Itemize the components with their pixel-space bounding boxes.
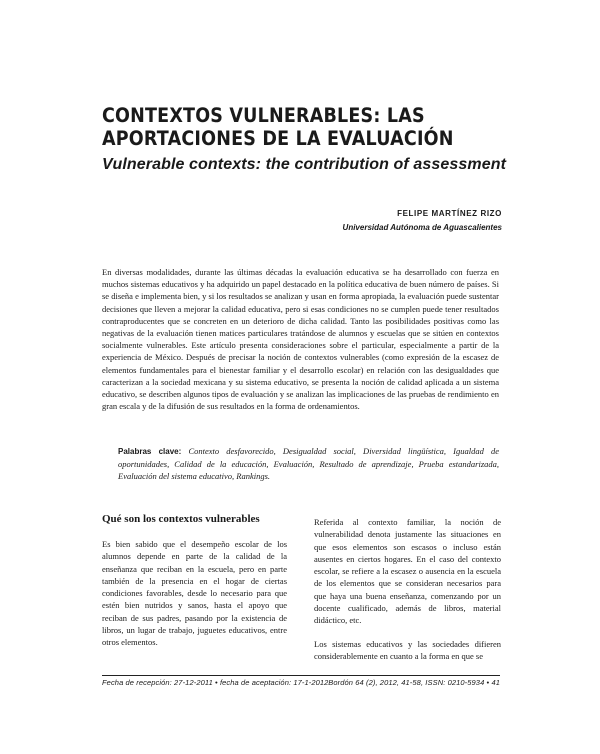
body-paragraph: Es bien sabido que el desempeño escolar de los alumnos depende en parte de la calidad de la enseñanza que reciban en la escuela, pero en parte también de la presencia en el hogar de ciertas condiciones favorables, desde lo necesario para que estén bien nutridos y sanos, hasta el apoyo que reciban de sus padres, pasando por la existencia de libros, un lugar de trabajo, juguetes educativos, entre otros elementos. <box>102 539 287 648</box>
keywords-list: Contexto desfavorecido, Desigualdad social, Diversidad lingüística, Igualdad de oportunidades, Calidad de la educación, Evaluación, Resultado de aprendizaje, Prueba estandarizada, Evaluación del sistema educativo, Rankings. <box>118 446 499 482</box>
article-title: CONTEXTOS VULNERABLES: LAS APORTACIONES DE LA EVALUACIÓN <box>102 104 454 150</box>
keywords <box>118 445 499 483</box>
right-column <box>314 516 501 673</box>
body-paragraph: Los sistemas educativos y las sociedades difieren considerablemente en cuanto a la forma en que se <box>314 638 501 661</box>
section-heading: Qué son los contextos vulnerables <box>102 513 260 525</box>
article-subtitle: Vulnerable contexts: the contribution of assessment <box>102 156 506 173</box>
abstract: En diversas modalidades, durante las últimas décadas la evaluación educativa se ha desarrollado con fuerza en muchos sistemas educativos y ha adquirido un papel destacado en la política educativa de buen número de países. Si se diseña e implementa bien, y si los resultados se analizan y usan en forma apropiada, la evaluación puede sustentar decisiones que lleven a mejorar la calidad educativa, pero si esas condiciones no se cumplen puede tener resultados contraproducentes que se concreten en un deterioro de dicha calidad. Tanto las posibilidades positivas como las negativas de la evaluación tienen matices particulares tratándose de alumnos y escuelas que se sitúen en contextos socialmente vulnerables. Este artículo presenta consideraciones sobre el particular, especialmente a partir de la experiencia de México. Después de precisar la noción de contextos vulnerables (como expresión de la escasez de elementos fundamentales para el bienestar familiar y el desarrollo escolar) en relación con las desigualdades que caracterizan a la sociedad mexicana y su sistema educativo, se presenta la noción de calidad aplicada a un sistema educativo, se describen algunos tipos de evaluación y se analizan las implicaciones de las pruebas de rendimiento en gran escala y de la difusión de sus resultados en la forma de ordenamientos. <box>102 267 499 412</box>
footer-dates: Fecha de recepción: 27-12-2011 • fecha de aceptación: 17-1-2012 <box>102 678 329 687</box>
left-column <box>102 512 287 660</box>
author-name: FELIPE MARTÍNEZ RIZO <box>397 209 502 218</box>
body-paragraph: Referida al contexto familiar, la noción de vulnerabilidad denota justamente las situaciones en que esos elementos son escasos o incluso están ausentes en ciertos hogares. En el caso del contexto escolar, se refiere a la escasez o ausencia en la escuela de los elementos que se consideran necesarios para que haya una buena enseñanza, comenzando por un docente cualificado, además de libros, material didáctico, etc. <box>314 517 501 626</box>
footer-citation: Bordón 64 (2), 2012, 41-58, ISSN: 0210-5934 • 41 <box>328 678 500 687</box>
author-affiliation: Universidad Autónoma de Aguascalientes <box>342 223 502 232</box>
footer-divider <box>102 675 500 676</box>
keywords-label: Palabras clave: <box>118 447 182 456</box>
